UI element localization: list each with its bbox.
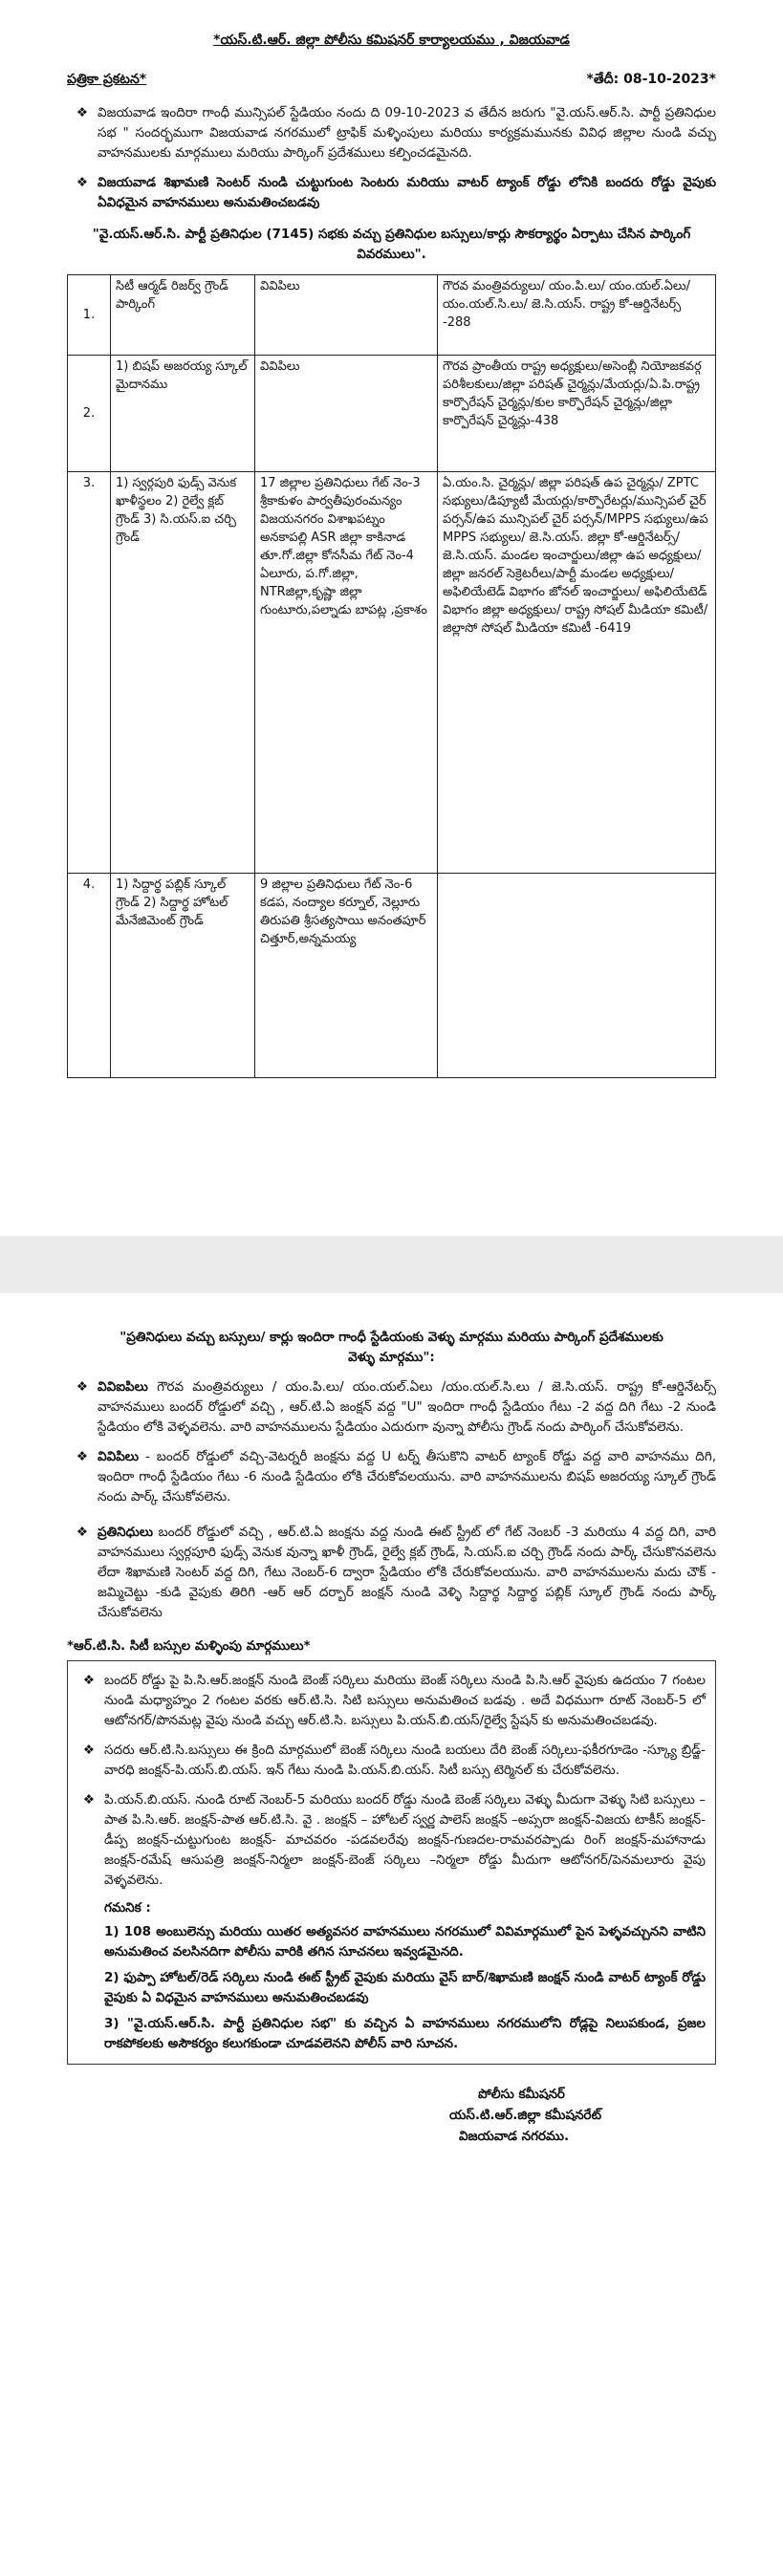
- release-date: *తేదీ: 08-10-2023*: [586, 72, 716, 87]
- route-text: బందర్ రోడ్డులో వచ్చి , ఆర్.టి.ఏ జంక్షను వద్ద నుండి ఈట్ స్ట్రీట్ లో గేట్ నెంబర్ -3 మరియు 4 వద్ద దిగి, వారి వాహనములు స్వర్గపూరి ఫుడ్స్ వెనుక వున్నా ఖాళీ గ్రౌండ్, రైల్వే క్లబ్ గ్రౌండ్, సి.యస్.ఐ చర్చి గ్రౌండ్ నందు పార్క్ చేసుకొనవలెను లేదా శిఖామణి సెంటర్ వద్ద దిగి, గేటు నెంబర్-6 ద్వారా స్టేడియం లోకి చేరుకోవలయును. వారి వాహనములను మదు చౌక్ - జమ్మిచెట్టు -కుడి వైపుకు తిరిగి -ఆర్ ఆర్ దర్బార్ జంక్షన్ నుండి వెళ్ళి సిద్దార్థ సిద్దార్థ పబ్లిక్ స్కూల్ గ్రౌండ్ నందు పార్క్ చేసుకోవలెను: [98, 1525, 716, 1620]
- diamond-bullet-icon: ❖: [82, 1673, 95, 1688]
- vehicle-group: వివిపిలు: [255, 275, 438, 356]
- attendee-group: గౌరవ ప్రాంతీయ రాష్ట్ర అధ్యక్షులు/అసెంబ్లీ నియోజకవర్గ పరిశీలకులు/జిల్లా పరిషత్ చైర్మన్లు/మేయర్లు/ఏ.పి.రాష్ట్ర కార్పొరేషన్ చైర్మన్లు/కుల కార్పొరేషన్ చైర్మన్లు/జిల్లా కార్పొరేషన్ చైర్మన్లు-438: [438, 356, 716, 472]
- rtc-item: ❖ సదరు ఆర్.టి.సి.బస్సులు ఈ క్రింది మార్గములో బెంజ్ సర్కిలు నుండి బయలు దేరి బెంజ్ సర్కిలు-ఫకీరగూడెం -స్క్యూ బ్రిడ్జ్-వారధి జంక్షన్-పి.యస్.బి.యస్. ఇన్ గేటు నుండి పి.యన్.బి.యస్. సిటీ బస్సు టెర్మినల్ కు చేరుకోవలెను.: [74, 1741, 706, 1781]
- table-row: [68, 275, 716, 356]
- attendee-group: [438, 874, 716, 1078]
- note-item: 1) 108 అంబులెన్సు మరియు యితర అత్యవసర వాహనములు నగరములో వివిమార్గములో పైన పెళ్ళవచ్చునని వాటిని అనుమతించ వలసినదిగా పోలీసు వారికి తగిన సూచనలు ఇవ్వడమైనది.: [104, 1924, 706, 1959]
- table-row: [68, 356, 716, 472]
- press-date-row: [67, 72, 716, 90]
- route-lead: వివిఐపిలు: [98, 1379, 148, 1395]
- intro-paragraph: ❖ విజయవాడ ఇందిరా గాంధీ మున్సిపల్ స్టేడియం నందు ది 09-10-2023 వ తేదీన జరుగు "వై.యస్.ఆర్.సి. పార్టీ ప్రతినిధుల సభ " సందర్భముగా విజయవాడ నగరములో ట్రాఫిక్ మళ్ళింపులు మరియు కార్యక్రమమునకు వివిధ జిల్లాల నుండి వచ్చు వాహనములకు మార్గములు మరియు పార్కింగ్ ప్రదేశములు కల్పించడమైనది.: [67, 103, 716, 163]
- route-lead: వివిపిలు: [98, 1449, 140, 1464]
- diamond-bullet-icon: ❖: [82, 1743, 95, 1758]
- office-header: *యస్.టి.ఆర్. జిల్లా పోలీసు కమిషనర్ కార్యాలయము , విజయవాడ: [213, 32, 570, 48]
- row-number: 1.: [68, 275, 111, 356]
- route-item: [67, 1447, 716, 1507]
- page-two: [0, 1293, 783, 2576]
- note-label: గమనిక :: [104, 1900, 151, 1916]
- parking-place: 1) సిద్దార్థ పబ్లిక్ స్కూల్ గ్రౌండ్ 2) సిద్దార్థ హోటల్ మేనేజిమెంట్ గ్రౌండ్: [111, 874, 255, 1078]
- route-lead: ప్రతినిధులు: [98, 1525, 154, 1540]
- rtc-item: ❖ బందర్ రోడ్డు పై పి.సి.ఆర్.జంక్షన్ నుండి బెంజ్ సర్కిలు మరియు బెంజ్ సర్కిలు నుండి పి.సి.ఆర్ వైపుకు ఉదయం 7 గంటల నుండి మధ్యాహ్నం 2 గంటల వరకు ఆర్.టి.సి. సిటి బస్సులు అనుమతించ బడవు . అదే విధముగా రూట్ నెంబర్-5 లో ఆటోనగర్/పొనమట్ల వైపు నుండి వచ్చు ఆర్.టి.సి. బస్సులు పి.యన్.బి.యస్/రైల్వే స్టేషన్ కు అనుమతించబడవు.: [74, 1671, 706, 1731]
- parking-place: 1) బిషప్ అజరయ్య స్కూల్ మైదానము: [111, 356, 255, 472]
- vehicle-group: 9 జిల్లాల ప్రతినిధులు గేట్ నెం-6 కడప, నంద్యాల కర్నూల్, నెల్లూరు తిరుపతి శ్రీసత్యసాయి అనంతపూర్ చిత్తూర్,అన్నమయ్య: [255, 874, 438, 1078]
- restriction-paragraph: ❖ విజయవాడ శిఖామణి సెంటర్ నుండి చుట్టుగుంట సెంటరు మరియు వాటర్ ట్యాంక్ రోడ్డు లోనికి బందరు రోడ్డు వైపుకు ఏవిధమైన వాహనములు అనుమతించబడవు: [67, 173, 716, 213]
- note-item: 3) "వై.యస్.ఆర్.సి. పార్టీ ప్రతినిధుల సభ" కు వచ్చిన ఏ వాహనములు నగరములోని రోడ్లపై నిలుపకుండ, ప్రజల రాకపోకలకు అసౌకర్యం కలుగకుండా చూడవలెనని పోలీస్ వారి సూచన.: [104, 2016, 706, 2051]
- vehicle-group: 17 జిల్లాల ప్రతినిధులు గేట్ నెం-3 శ్రీకాకుళం పార్వతీపురంమన్యం విజయనగరం విశాఖపట్నం అనకాపల్లి ASR జిల్లా కాకినాడ తూ.గో.జిల్లా కోనసీమ గేట్ నెం-4 ఏలూరు, ప.గో.జిల్లా, NTRజిల్లా,కృష్ణా జిల్లా గుంటూరు,పల్నాడు బాపట్ల ,ప్రకాశం: [255, 472, 438, 874]
- table-row: [68, 472, 716, 874]
- diamond-bullet-icon: ❖: [76, 175, 88, 190]
- signature-block: [449, 2084, 716, 2147]
- row-number: 3.: [68, 472, 111, 874]
- route-heading: "ప్రతినిధులు వచ్చు బస్సులు/ కార్లు ఇందిరా గాంధీ స్టేడియంకు వెళ్ళు మార్గము మరియు పార్కింగ్ ప్రదేశములకు వెళ్ళు మార్గము":: [120, 1330, 663, 1365]
- route-item: [67, 1523, 716, 1623]
- diamond-bullet-icon: ❖: [76, 1379, 88, 1395]
- page-one: [0, 0, 783, 1236]
- note-item: 2) ఫుప్పా హోటల్/రెడ్ సర్కిలు నుండి ఈట్ స్ట్రీట్ వైపుకు మరియు వైస్ బార్/శిఖామణి జంక్షన్ నుండి వాటర్ ట్యాంక్ రోడ్డు వైపుకు ఏ విధమైన వాహనములు అనుమతించబడవు: [104, 1970, 706, 2005]
- parking-place: 1) స్వర్గపురి ఫుడ్స్ వెనుక ఖాళీస్థలం 2) రైల్వే క్లబ్ గ్రౌండ్ 3) సి.యస్.ఐ చర్చి గ్రౌండ్: [111, 472, 255, 874]
- attendee-group: ఏ.యం.సి. చైర్మన్లు/ జిల్లా పరిషత్ ఉప చైర్మన్లు/ ZPTC సభ్యులు/డిప్యూటీ మేయర్లు/కార్పొరేటర్లు/మున్సిపల్ చైర్ పర్సన్/ఉప మున్సిపల్ చైర్ పర్సన్/MPPS సభ్యులు/ఉప MPPS సభ్యులు/ జె.సి.యస్. జిల్లా కో-ఆర్డినేటర్స్/ జె.సి.యస్. మండల ఇంచార్జులు/జిల్లా ఉప అధ్యక్షులు/ జిల్లా జనరల్ సెక్రెటరీలు/పార్టీ మండల అధ్యక్షులు/ అఫిలియేటెడ్ విభాగం జోనల్ ఇంచార్జులు/ అఫిలియేటెడ్ విభాగం జిల్లా అధ్యక్షులు/ రాష్ట్ర సోషల్ మీడియా కమిటీ/ జిల్లాసో సోషల్ మీడియా కమిటీ -6419: [438, 472, 716, 874]
- signature-office: యస్.టి.ఆర్.జిల్లా కమీషనరేట్: [449, 2108, 601, 2123]
- route-text: - బందర్ రోడ్డులో వచ్చి-వెటర్నరీ జంక్షను వద్ద U టర్న్ తీసుకొని వాటర్ ట్యాంక్ రోడ్డు వద్ద వారి వాహనము దిగి, ఇందిరా గాంధీ స్టేడియం గేటు -6 నుండి స్టేడియం లోకి చేరుకోవలయును. వారి వాహనములను బిషప్ అజరయ్య స్కూల్ గ్రౌండ్ నందు పార్క్ చేసుకోవలెను.: [98, 1449, 716, 1504]
- rtc-box: [67, 1660, 716, 2065]
- row-number: 4.: [68, 874, 111, 1078]
- rtc-heading: *ఆర్.టి.సి. సిటీ బస్సుల మళ్ళింపు మార్గములు*: [67, 1638, 311, 1654]
- signature-city: విజయవాడ నగరము.: [459, 2129, 570, 2144]
- signature-title: పోలీసు కమీషనర్: [478, 2087, 565, 2102]
- diamond-bullet-icon: ❖: [82, 1792, 95, 1808]
- rtc-item: ❖ పి.యన్.బి.యస్. నుండి రూట్ నెంబర్-5 మరియు బందర్ రోడ్డు నుండి బెంజ్ సర్కిలు వెళ్ళు మీదుగా వెళ్ళు సిటి బస్సులు –పాత పి.సి.ఆర్. జంక్షన్-పాత ఆర్.టి.సి. వై . జంక్షన్ – హోటల్ స్వర్ణ పాలెస్ జంక్షన్ –అప్సరా జంక్షన్-విజయ టాకీస్ జంక్షన్-డీప్ప జంక్షన్-చుట్టుగుంట జంక్షన్- మాచవరం -పడవలరేవు జంక్షన్-గుణదల-రామవరప్పాడు రింగ్ జంక్షన్-మహానాడు జంక్షన్-రమేష్ ఆసుపత్రి జంక్షన్-నిర్మలా జంక్షన్-బెంజ్ సర్కిలు –నిర్మలా రోడ్డు మీదుగా ఆటోనగర్/పెనమలూరు వైపు వెళ్ళవలెను.: [74, 1790, 706, 1891]
- table-row: [68, 874, 716, 1078]
- row-number: 2.: [68, 356, 111, 472]
- route-item: [67, 1377, 716, 1438]
- route-text: గౌరవ మంత్రివర్యులు / యం.పి.లు/ యం.యల్.ఏలు /యం.యల్.సి.లు / జె.సి.యస్. రాష్ట్ర కో-ఆర్డినేటర్స్ వాహనములు బందర్ రోడ్డులో వచ్చి , ఆర్.టి.ఏ జంక్షన్ వద్ద "U" ఇందిరా గాంధీ స్టేడియం గేటు -2 వద్ద దిగి గేటు -2 నుండి స్టేడియం లోకి వెళ్ళవలెను. వారి వాహనములను స్టేడియం ఎదురుగా వున్నా పోలీసు గ్రౌండ్ నందు పార్కింగ్ చేసుకోవలెను.: [98, 1379, 717, 1435]
- parking-place: సిటీ ఆర్మడ్ రిజర్వ్ గ్రౌండ్ పార్కింగ్: [111, 275, 255, 356]
- diamond-bullet-icon: ❖: [76, 1449, 88, 1464]
- diamond-bullet-icon: ❖: [76, 105, 88, 120]
- attendee-group: గౌరవ మంత్రివర్యులు/ యం.పి.లు/ యం.యల్.ఏలు/యం.యల్.సి.లు/ జె.సి.యస్. రాష్ట్ర కో-ఆర్డినేటర్స్ -288: [438, 275, 716, 356]
- press-release-label: పత్రికా ప్రకటన*: [67, 72, 147, 87]
- table-title: "వై.యస్.ఆర్.సి. పార్టీ ప్రతినిధుల (7145) సభకు వచ్చు ప్రతినిధుల బస్సులు/కార్లు సౌకర్యార్థం ఏర్పాటు చేసిన పార్కింగ్ వివరములు".: [92, 227, 691, 262]
- vehicle-group: వివిపిలు: [255, 356, 438, 472]
- parking-table: [67, 274, 716, 1078]
- diamond-bullet-icon: ❖: [76, 1525, 88, 1540]
